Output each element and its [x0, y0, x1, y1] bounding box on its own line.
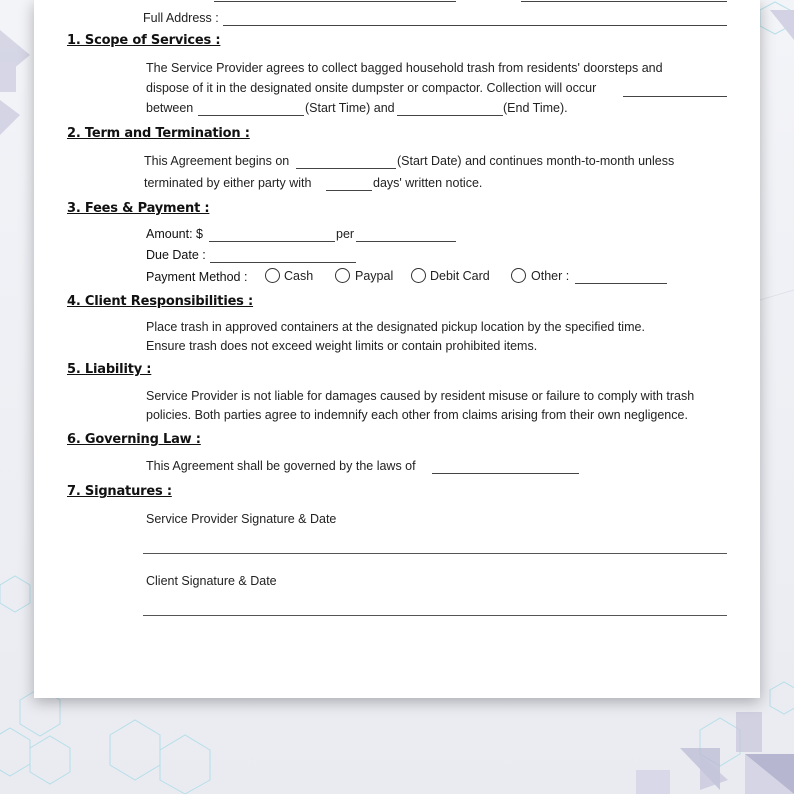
- start-date-field[interactable]: [296, 168, 396, 169]
- top-line-1: [214, 1, 456, 2]
- document-page: [34, 0, 760, 698]
- start-date-label: (Start Date) and continues month-to-month unless: [397, 154, 675, 168]
- start-time-label: (Start Time) and: [305, 101, 395, 115]
- paypal-radio[interactable]: [335, 268, 350, 283]
- per-field[interactable]: [356, 241, 456, 242]
- section-governing-law-heading: 6. Governing Law :: [67, 432, 201, 447]
- paypal-option-label: Paypal: [355, 269, 394, 283]
- between-label: between: [146, 101, 194, 115]
- client-resp-line-2: Ensure trash does not exceed weight limits or contain prohibited items.: [146, 339, 538, 353]
- governing-law-text: This Agreement shall be governed by the laws of: [146, 459, 416, 473]
- scope-line-2: dispose of it in the designated onsite dumpster or compactor. Collection will occur: [146, 81, 597, 95]
- section-scope-heading: 1. Scope of Services :: [67, 33, 221, 48]
- full-address-label: Full Address :: [143, 11, 219, 25]
- top-line-2: [521, 1, 727, 2]
- other-field[interactable]: [575, 283, 667, 284]
- provider-signature-label: Service Provider Signature & Date: [146, 512, 337, 526]
- full-address-field[interactable]: [223, 25, 727, 26]
- due-date-label: Due Date :: [146, 248, 206, 262]
- client-signature-label: Client Signature & Date: [146, 574, 277, 588]
- amount-field[interactable]: [209, 241, 335, 242]
- other-radio[interactable]: [511, 268, 526, 283]
- payment-method-label: Payment Method :: [146, 270, 248, 284]
- section-client-responsibilities-heading: 4. Client Responsibilities :: [67, 294, 254, 309]
- end-time-label: (End Time).: [503, 101, 568, 115]
- scope-line-1: The Service Provider agrees to collect bagged household trash from residents' doorsteps and: [146, 61, 663, 75]
- client-signature-line[interactable]: [143, 615, 727, 616]
- end-time-field[interactable]: [397, 115, 503, 116]
- amount-label: Amount: $: [146, 227, 203, 241]
- terminated-label: terminated by either party with: [144, 176, 312, 190]
- start-time-field[interactable]: [198, 115, 304, 116]
- notice-label: days' written notice.: [373, 176, 483, 190]
- per-label: per: [336, 227, 355, 241]
- client-resp-line-1: Place trash in approved containers at the designated pickup location by the specified time.: [146, 320, 645, 334]
- debit-card-option-label: Debit Card: [430, 269, 490, 283]
- cash-radio[interactable]: [265, 268, 280, 283]
- provider-signature-line[interactable]: [143, 553, 727, 554]
- due-date-field[interactable]: [210, 262, 356, 263]
- section-signatures-heading: 7. Signatures :: [67, 484, 172, 499]
- liability-line-2: policies. Both parties agree to indemnify each other from claims arising from their own negligence.: [146, 408, 688, 422]
- governing-law-field[interactable]: [432, 473, 579, 474]
- section-fees-heading: 3. Fees & Payment :: [67, 201, 210, 216]
- section-liability-heading: 5. Liability :: [67, 362, 152, 377]
- cash-option-label: Cash: [284, 269, 314, 283]
- other-option-label: Other :: [531, 269, 570, 283]
- notice-days-field[interactable]: [326, 190, 372, 191]
- collection-field[interactable]: [623, 96, 727, 97]
- liability-line-1: Service Provider is not liable for damages caused by resident misuse or failure to comply with trash: [146, 389, 695, 403]
- begins-label: This Agreement begins on: [144, 154, 290, 168]
- debit-card-radio[interactable]: [411, 268, 426, 283]
- section-term-heading: 2. Term and Termination :: [67, 126, 250, 141]
